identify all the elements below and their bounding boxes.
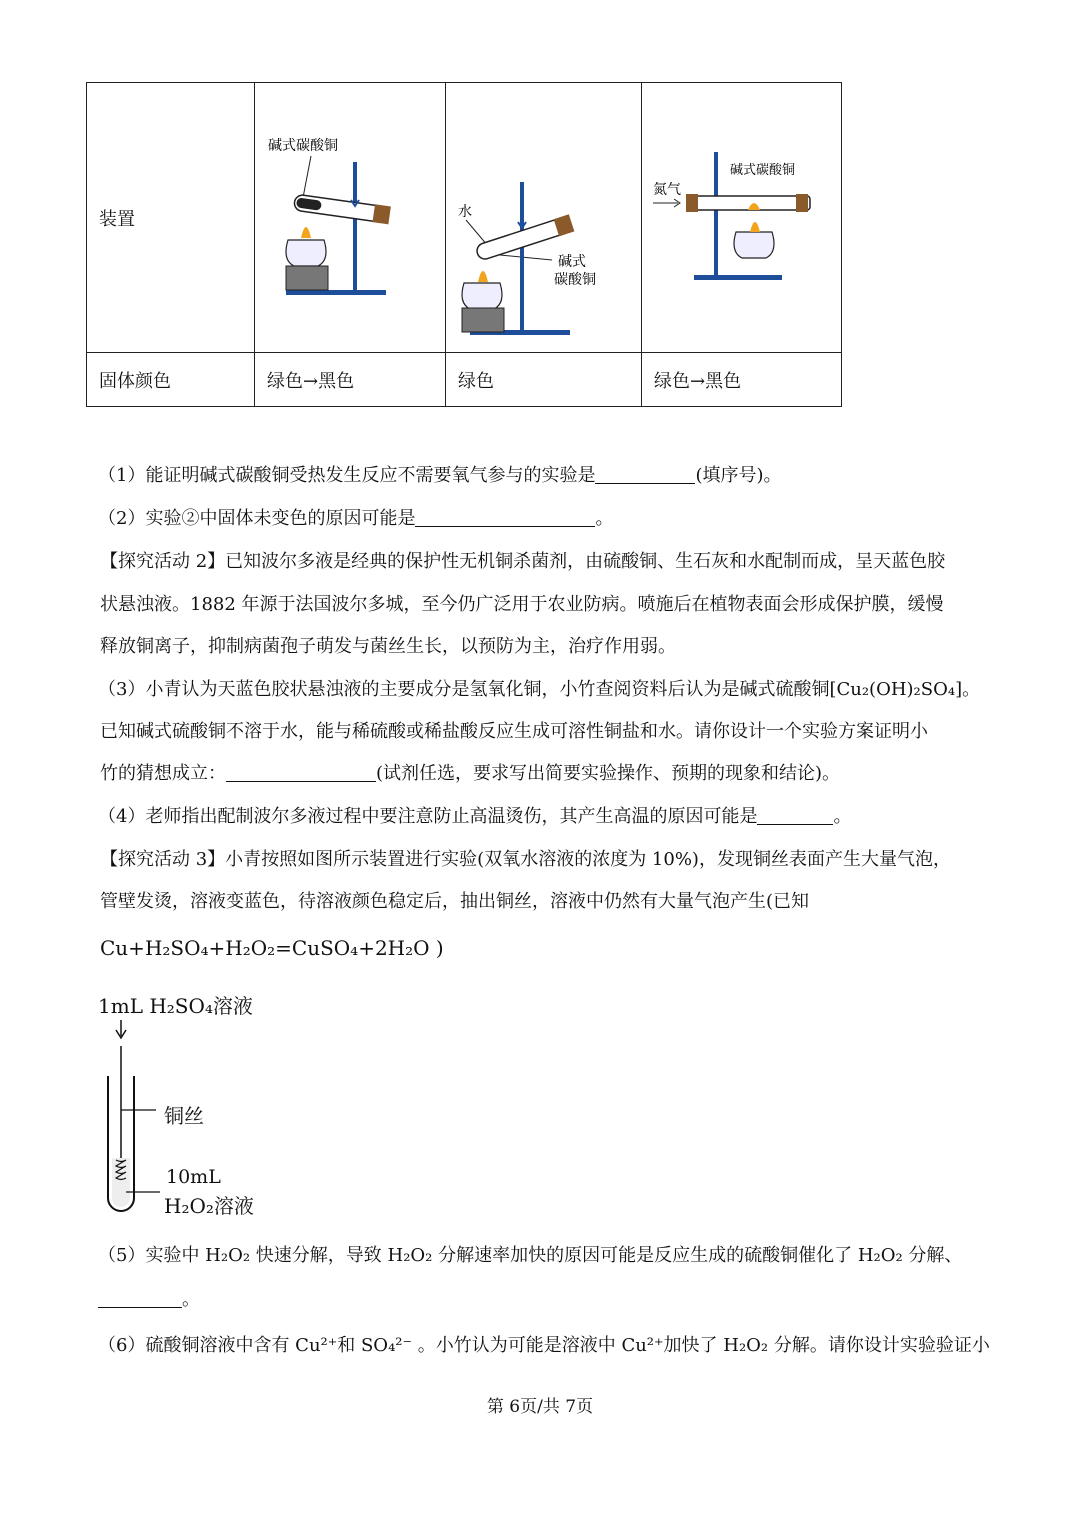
question-5-line2 xyxy=(98,1288,200,1312)
reaction-equation: Cu+H₂SO₄+H₂O₂=CuSO₄+2H₂O ) xyxy=(100,936,444,960)
question-3-line3 xyxy=(100,762,840,786)
question-4 xyxy=(98,805,851,829)
q2-answer-blank[interactable] xyxy=(415,508,595,527)
color-cell-1: 绿色→黑色 xyxy=(255,353,446,407)
activity-2-line1: 【探究活动 2】已知波尔多液是经典的保护性无机铜杀菌剂，由硫酸铜、生石灰和水配制而成，呈天蓝色胶 xyxy=(100,551,946,572)
q1-answer-blank[interactable] xyxy=(595,465,695,484)
q5-post: 。 xyxy=(182,1289,200,1310)
q1-text: （1）能证明碱式碳酸铜受热发生反应不需要氧气参与的实验是 xyxy=(98,465,596,486)
q2-text: （2）实验②中固体未变色的原因可能是 xyxy=(98,508,416,529)
page-footer: 第 6页/共 7页 xyxy=(486,1397,594,1417)
question-2 xyxy=(98,507,613,531)
q4-post: 。 xyxy=(833,806,852,827)
fig4-wire-label: 铜丝 xyxy=(164,1104,204,1128)
color-cell-2: 绿色 xyxy=(446,353,642,407)
q3-answer-blank[interactable] xyxy=(226,763,376,782)
row-label-color: 固体颜色 xyxy=(87,353,255,407)
question-1 xyxy=(98,464,782,488)
q3-line3-post: (试剂任选，要求写出简要实验操作、预期的现象和结论)。 xyxy=(376,763,841,784)
q4-text: （4）老师指出配制波尔多液过程中要注意防止高温烫伤，其产生高温的原因可能是 xyxy=(98,806,758,827)
q4-answer-blank[interactable] xyxy=(757,806,833,825)
fig3-gas-label: 氮气 xyxy=(653,181,681,197)
apparatus-figure-2 xyxy=(450,178,638,343)
question-3-line1: （3）小青认为天蓝色胶状悬浊液的主要成分是氢氧化铜，小竹查阅资料后认为是碱式硫酸铜[Cu₂(OH)₂SO₄]。 xyxy=(98,679,981,700)
fig4-volume-label: 10mL xyxy=(166,1166,221,1188)
q1-post: (填序号)。 xyxy=(695,465,782,486)
fig2-label-cu2: 碳酸铜 xyxy=(554,271,596,287)
question-5-line1: （5）实验中 H₂O₂ 快速分解，导致 H₂O₂ 分解速率加快的原因可能是反应生成的硫酸铜催化了 H₂O₂ 分解、 xyxy=(98,1245,963,1266)
row-label-apparatus: 装置 xyxy=(87,83,255,353)
fig4-solution-label: H₂O₂溶液 xyxy=(164,1194,254,1218)
activity-3-line2: 管壁发烫，溶液变蓝色，待溶液颜色稳定后，抽出铜丝，溶液中仍然有大量气泡产生(已知 xyxy=(100,891,810,912)
fig4-top-label: 1mL H₂SO₄溶液 xyxy=(98,994,253,1018)
question-6-line1: （6）硫酸铜溶液中含有 Cu²⁺和 SO₄²⁻ 。小竹认为可能是溶液中 Cu²⁺加快了 H₂O₂ 分解。请你设计实验验证小 xyxy=(98,1335,990,1356)
q3-line3-pre: 竹的猜想成立： xyxy=(100,763,226,784)
fig1-label: 碱式碳酸铜 xyxy=(268,137,338,153)
q2-post: 。 xyxy=(595,508,614,529)
question-3-line2: 已知碱式硫酸铜不溶于水，能与稀硫酸或稀盐酸反应生成可溶性铜盐和水。请你设计一个实验方案证明小 xyxy=(100,721,928,742)
fig3-label: 碱式碳酸铜 xyxy=(730,162,796,177)
apparatus-figure-3 xyxy=(648,150,836,290)
color-cell-3: 绿色→黑色 xyxy=(642,353,842,407)
activity-3-line1: 【探究活动 3】小青按照如图所示装置进行实验(双氧水溶液的浓度为 10%)，发现铜丝表面产生大量气泡， xyxy=(100,849,951,870)
fig2-label-water: 水 xyxy=(458,203,472,219)
activity-2-line2: 状悬浊液。1882 年源于法国波尔多城，至今仍广泛用于农业防病。喷施后在植物表面会形成保护膜，缓慢 xyxy=(100,594,944,615)
q5-answer-blank[interactable] xyxy=(98,1289,182,1308)
fig2-label-cu1: 碱式 xyxy=(558,253,586,269)
apparatus-figure-1 xyxy=(256,130,444,310)
activity-2-line3: 释放铜离子，抑制病菌孢子萌发与菌丝生长，以预防为主，治疗作用弱。 xyxy=(100,636,676,657)
